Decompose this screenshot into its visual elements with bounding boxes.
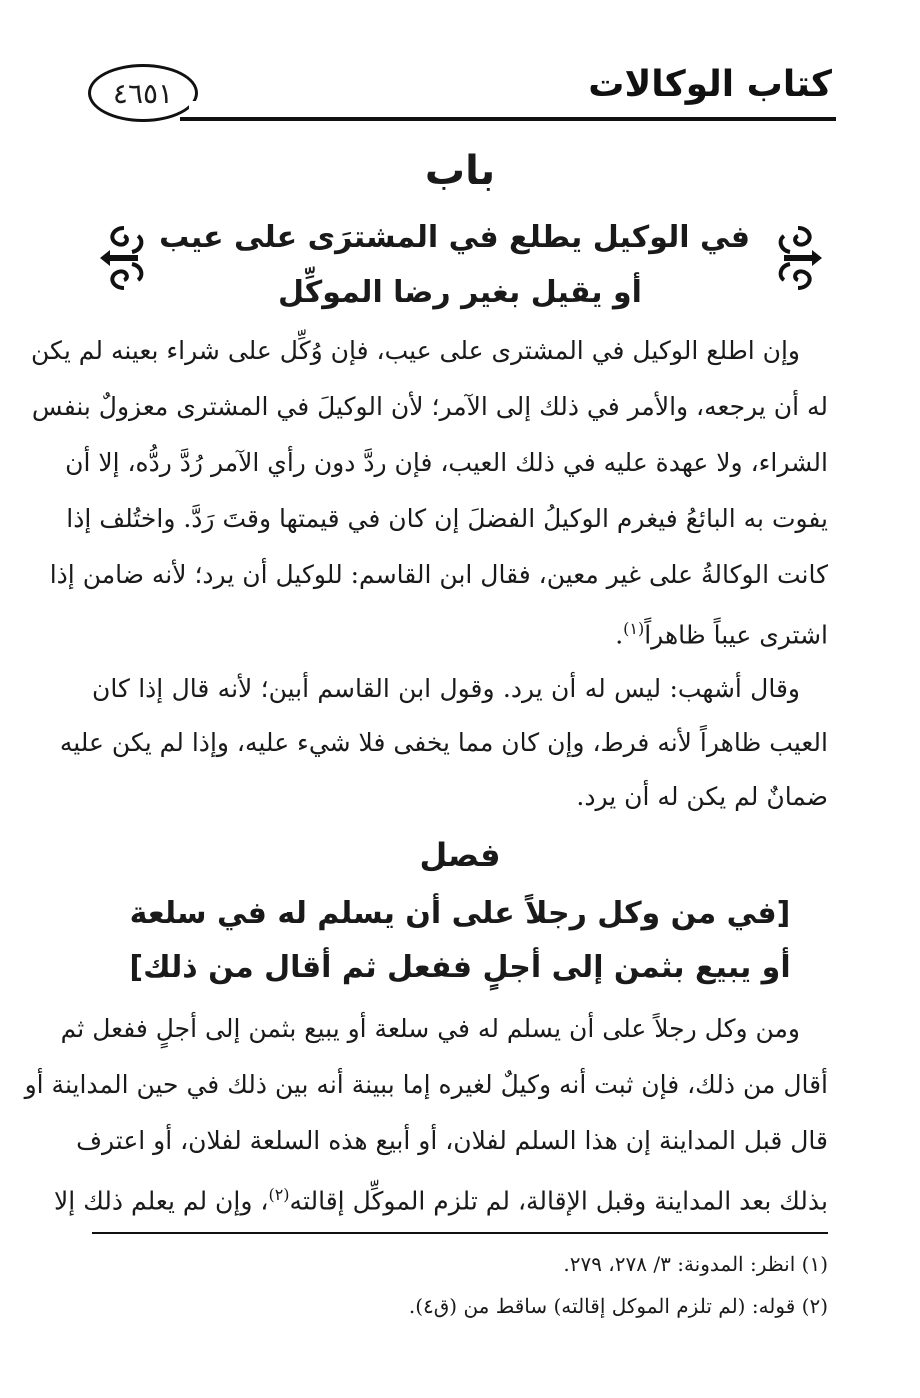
right-ornament-icon [770, 222, 826, 294]
body-line: وإن اطلع الوكيل في المشترى على عيب، فإن وُكِّل على شراء بعينه لم يكن [31, 336, 800, 365]
header-rule [180, 117, 836, 121]
body-line [92, 614, 828, 650]
body-text: ، وإن لم يعلم ذلك إلا [54, 1186, 269, 1216]
section-title-line-2: أو يبيع بثمن إلى أجلٍ ففعل ثم أقال من ذلك] [129, 950, 791, 985]
body-text: بذلك بعد المداينة وقبل الإقالة، لم تلزم الموكِّل إقالته [289, 1186, 828, 1216]
section-label: فصل [419, 836, 501, 874]
body-line: ومن وكل رجلاً على أن يسلم له في سلعة أو يبيع بثمن إلى أجلٍ ففعل ثم [60, 1014, 800, 1043]
body-line: الشراء، ولا عهدة عليه في ذلك العيب، فإن ردَّ دون رأي الآمر رُدَّ ردُّه، إلا أن [65, 448, 828, 477]
body-text: . [615, 620, 624, 650]
body-text: اشترى عيباً ظاهراً [644, 620, 828, 650]
body-line: وقال أشهب: ليس له أن يرد. وقول ابن القاسم أبين؛ لأنه قال إذا كان [92, 674, 800, 703]
left-ornament-icon [96, 222, 152, 294]
body-line: قال قبل المداينة إن هذا السلم لفلان، أو أبيع هذه السلعة لفلان، أو اعترف [76, 1126, 828, 1155]
footnote-rule [92, 1232, 828, 1234]
body-line: كانت الوكالةُ على غير معين، فقال ابن القاسم: للوكيل أن يرد؛ لأنه ضامن إذا [49, 560, 828, 589]
footnote-1: (١) انظر: المدونة: ٣/ ٢٧٨، ٢٧٩. [563, 1252, 828, 1276]
body-line: ضمانٌ لم يكن له أن يرد. [576, 782, 828, 811]
body-line: له أن يرجعه، والأمر في ذلك إلى الآمر؛ لأن الوكيلَ في المشترى معزولٌ بنفس [31, 392, 828, 421]
footnote-ref-2[interactable]: (٢) [268, 1185, 290, 1204]
body-line: العيب ظاهراً لأنه فرط، وإن كان مما يخفى فلا شيء عليه، وإذا لم يكن عليه [59, 728, 828, 757]
chapter-title-line-2: أو يقيل بغير رضا الموكِّل [278, 275, 642, 310]
footnote-2: (٢) قوله: (لم تلزم الموكل إقالته) ساقط من (ق٤). [408, 1294, 828, 1318]
book-title: كتاب الوكالات [588, 64, 832, 105]
chapter-label: باب [424, 148, 496, 194]
page-number: ٤٦٥١ [112, 76, 174, 110]
footnote-ref-1[interactable]: (١) [623, 619, 645, 638]
body-line: يفوت به البائعُ فيغرم الوكيلُ الفضلَ إن كان في قيمتها وقتَ رَدَّ. واختُلف إذا [66, 504, 828, 533]
page-number-badge [88, 64, 198, 122]
body-line: أقال من ذلك، فإن ثبت أنه وكيلٌ لغيره إما ببينة أنه بين ذلك في حين المداينة أو [24, 1070, 828, 1099]
chapter-title-line-1: في الوكيل يطلع في المشترَى على عيب [159, 220, 750, 255]
section-title-line-1: [في من وكل رجلاً على أن يسلم له في سلعة [129, 896, 791, 931]
body-line [54, 1180, 828, 1216]
